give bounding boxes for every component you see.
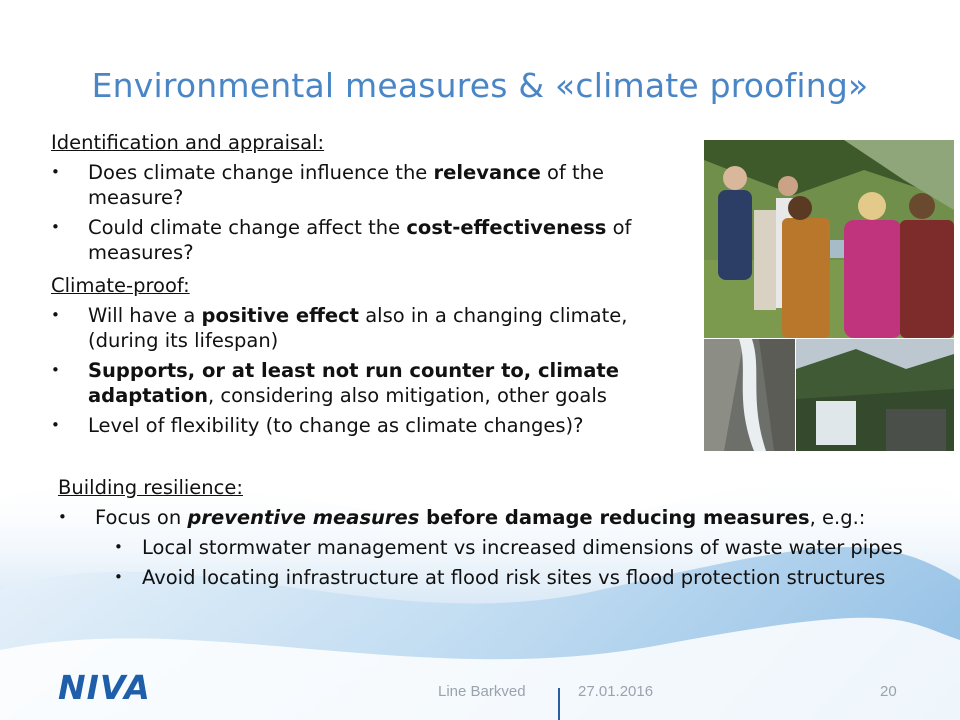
bullet-item: • Level of flexibility (to change as climate changes)? (51, 413, 691, 438)
bullet-item: • Could climate change affect the cost-effectiveness of measures? (51, 215, 691, 265)
sub-bullet-item: • Local stormwater management vs increased dimensions of waste water pipes (58, 535, 938, 560)
footer-divider (558, 688, 560, 720)
waterfall-photo (796, 339, 954, 451)
section-heading: Building resilience: (58, 476, 243, 499)
bullet-item: • Will have a positive effect also in a changing climate, (during its lifespan) (51, 303, 691, 353)
river-photo (704, 339, 795, 451)
photo-collage (704, 140, 954, 451)
section-climate-proof (51, 273, 691, 438)
slide-title: Environmental measures & «climate proofing» (91, 66, 869, 105)
sub-bullet-item: • Avoid locating infrastructure at flood risk sites vs flood protection structures (58, 565, 938, 590)
section-identification (51, 130, 691, 265)
section-resilience (58, 475, 938, 590)
section-heading: Identification and appraisal: (51, 131, 325, 154)
footer-author: Line Barkved (438, 683, 526, 700)
footer-date: 27.01.2016 (578, 683, 654, 700)
section-heading: Climate-proof: (51, 274, 190, 297)
bullet-item: • Does climate change influence the relevance of the measure? (51, 160, 691, 210)
bullet-item: • Focus on preventive measures before damage reducing measures, e.g.: (58, 505, 938, 530)
people-field-photo (704, 140, 954, 338)
bullet-item: • Supports, or at least not run counter to, climate adaptation, considering also mitigation, other goals (51, 358, 691, 408)
niva-logo: NIVA (58, 668, 151, 707)
page-number: 20 (880, 683, 897, 700)
